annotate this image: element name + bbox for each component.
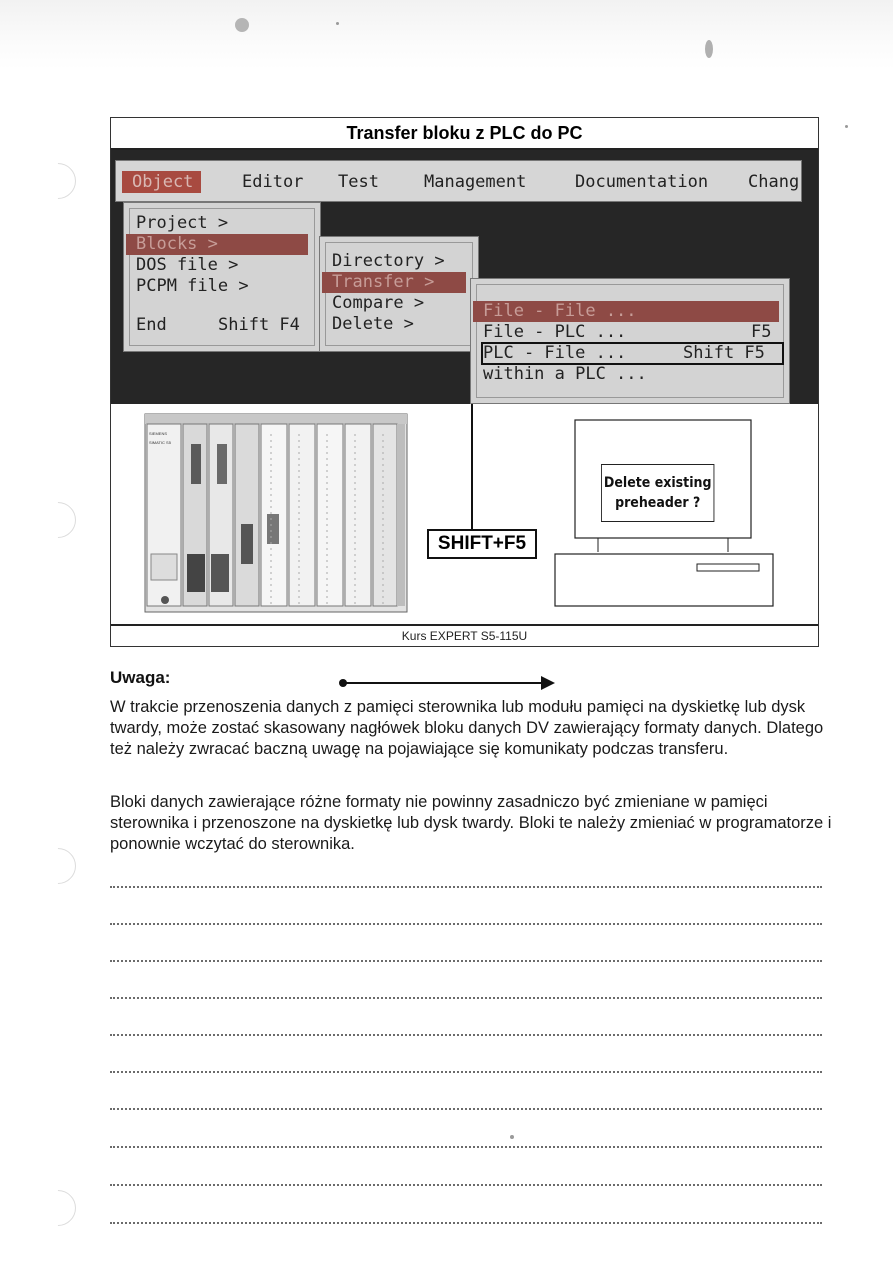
scan-speck <box>336 22 339 25</box>
menu-item-compare[interactable]: Compare > <box>332 293 425 313</box>
menu-item-delete[interactable]: Delete > <box>332 314 414 334</box>
menu-item-file-plc[interactable]: File - PLC ... <box>483 322 627 342</box>
menu-documentation[interactable]: Documentation <box>575 172 709 192</box>
menu-item-project[interactable]: Project > <box>136 213 229 233</box>
figure-footer: Kurs EXPERT S5-115U <box>111 624 818 646</box>
note-line <box>110 886 822 888</box>
transfer-menu <box>470 278 790 404</box>
punch-hole <box>33 495 84 546</box>
figure-frame <box>110 117 819 647</box>
note-line <box>110 1071 822 1073</box>
menu-item-dos-file[interactable]: DOS file > <box>136 255 239 275</box>
note-line <box>110 1034 822 1036</box>
menu-test[interactable]: Test <box>338 172 379 192</box>
plc-rack <box>145 414 407 612</box>
note-line <box>110 997 822 999</box>
menu-item-blocks[interactable]: Blocks > <box>126 234 308 255</box>
menu-object[interactable]: Object <box>122 171 201 193</box>
menu-item-plc-file[interactable]: PLC - File ... <box>483 343 627 363</box>
punch-hole <box>33 1183 84 1234</box>
note-line <box>110 960 822 962</box>
figure-title: Transfer bloku z PLC do PC <box>111 118 818 150</box>
arrow-start-dot <box>339 679 347 687</box>
plc-model-label: SIMATIC S5 <box>149 440 171 445</box>
object-menu <box>123 202 321 352</box>
scan-top-edge <box>0 0 893 70</box>
scan-speck <box>845 125 848 128</box>
menu-management[interactable]: Management <box>424 172 527 192</box>
scan-speck <box>510 1135 514 1139</box>
note-line <box>110 923 822 925</box>
plc-brand-label: SIEMENS <box>149 431 168 436</box>
scan-speck <box>235 18 249 32</box>
note-line <box>110 1222 822 1224</box>
punch-hole <box>33 841 84 892</box>
floppy-slot <box>697 564 759 571</box>
shortcut-label: SHIFT+F5 <box>427 529 537 559</box>
punch-hole <box>33 156 84 207</box>
dialog-line-1: Delete existing <box>603 475 712 491</box>
menu-item-end[interactable]: End <box>136 315 167 335</box>
blocks-menu <box>319 236 479 352</box>
note-paragraph-2: Bloki danych zawierające różne formaty nie powinny zasadniczo być zmieniane w pamięci sterownika i przenoszone na dyskietkę lub dysk twardy. Bloki te należy zmieniać w programatorze i ponownie wczytać do sterownika. <box>110 793 832 853</box>
menu-item-file-file[interactable]: File - File ... <box>473 301 779 322</box>
pc-case <box>555 554 773 606</box>
note-line <box>110 1146 822 1148</box>
dialog-line-2: preheader ? <box>615 495 701 511</box>
shortcut-plc-file: Shift F5 <box>683 343 765 363</box>
menu-item-pcpm-file[interactable]: PCPM file > <box>136 276 249 296</box>
transfer-illustration <box>111 404 818 734</box>
scan-speck <box>705 40 713 58</box>
menu-item-directory[interactable]: Directory > <box>332 251 445 271</box>
step5-screen <box>111 150 818 404</box>
note-line <box>110 1184 822 1186</box>
menu-item-within-plc[interactable]: within a PLC ... <box>483 364 647 384</box>
warning-dialog <box>601 464 714 522</box>
note-paragraph-1: W trakcie przenoszenia danych z pamięci sterownika lub modułu pamięci na dyskietkę lub dysk twardy, może zostać skasowany nagłówek bloku danych DV zawierający formaty danych. Dlatego też należy zwracać baczną uwagę na pojawiające się komunikaty podczas transferu. <box>110 698 824 758</box>
menu-editor[interactable]: Editor <box>242 172 304 192</box>
note-line <box>110 1108 822 1110</box>
arrow-head <box>541 676 555 690</box>
menu-change[interactable]: Chang <box>748 172 800 192</box>
menubar <box>115 160 802 202</box>
shortcut-end: Shift F4 <box>218 315 300 335</box>
menu-item-transfer[interactable]: Transfer > <box>322 272 466 293</box>
shortcut-file-plc: F5 <box>751 322 772 342</box>
note-heading: Uwaga: <box>110 668 171 687</box>
